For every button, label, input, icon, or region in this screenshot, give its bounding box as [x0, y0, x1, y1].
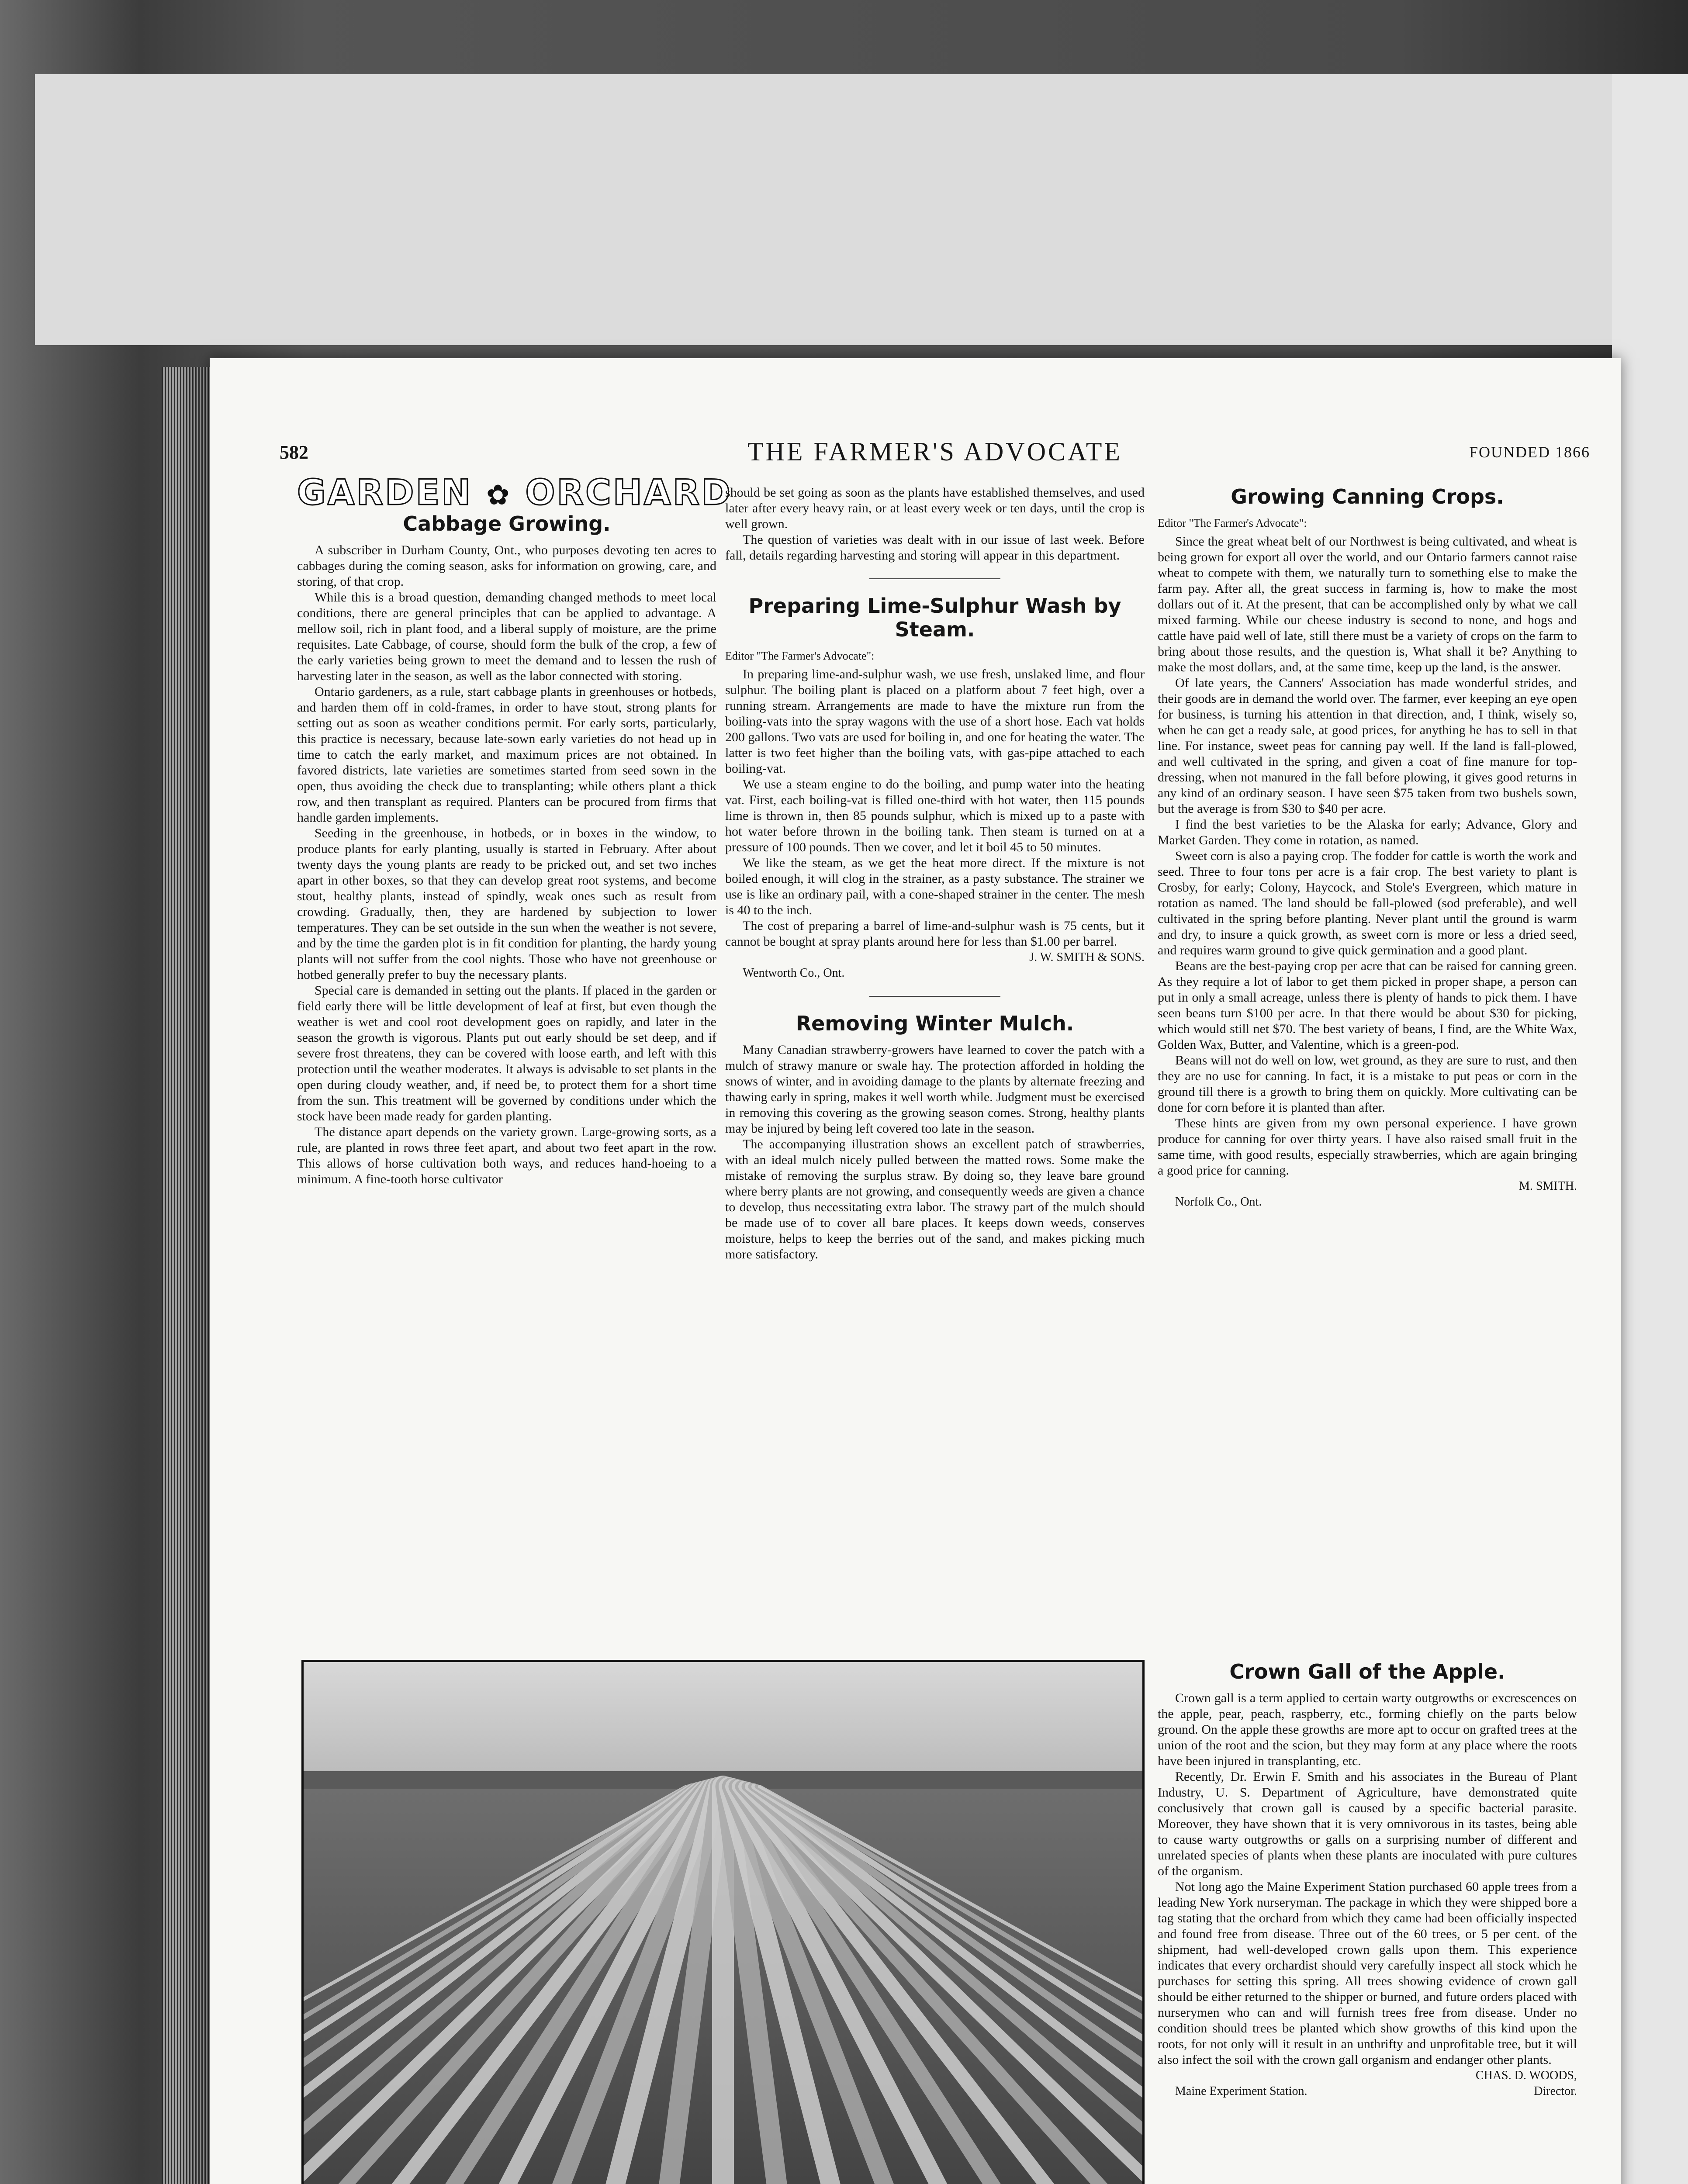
column-2 [725, 485, 1145, 1262]
article-title-cabbage: Cabbage Growing. [403, 512, 611, 536]
paragraph: The distance apart depends on the variety grown. Large-growing sorts, as a rule, are planted in rows three feet apart, and about two feet apart in the row. This allows of horse cultivation both ways, and reduces hand-hoeing to a minimum. A fine-tooth horse cultivator [297, 1125, 716, 1186]
signature-place-name: Maine Experiment Station. [1175, 2084, 1308, 2098]
article-title-mulch: Removing Winter Mulch. [796, 1012, 1074, 1035]
paragraph: Since the great wheat belt of our Northwest is being cultivated, and wheat is being grown for export all over the world, and our Ontario farmers cannot raise wheat to compete with them, we naturally turn to something else to make the farm pay. After all, the great success in farming is, how to make the most dollars out of it. At the present, that can be accomplished only by what we call mixed farming. While our cheese industry is second to none, and hogs and cattle have paid well of late, still there must be a variety of crops on the farm to bring about those results, and the question is, What shall it be? Anything to make the most dollars, and, at the same time, keep up the land, is the answer. [1158, 534, 1577, 674]
paragraph: Ontario gardeners, as a rule, start cabbage plants in greenhouses or hotbeds, and harden them off in cold-frames, in order to have stout, strong plants for setting out as soon as weather conditions permit. For early sorts, particularly, this practice is necessary, because late-sown early varieties do not head up in time to catch the early market, and maximum prices are not obtained. In favored districts, late varieties are sometimes started from seed sown in the open, thus avoiding the check due to transplanting; while others plant a thick row, and then transplant as required. Planters can be procured from firms that handle garden implements. [297, 684, 716, 825]
paragraph: should be set going as soon as the plants have established themselves, and used later after every heavy rain, or at least every week or ten days, until the crop is well grown. [725, 485, 1145, 531]
paragraph: We like the steam, as we get the heat more direct. If the mixture is not boiled enough, it will clog in the strainer, as a pasty substance. The strainer we use is like an ordinary pail, with a cone-shaped strainer in the center. The mesh is 40 to the inch. [725, 856, 1145, 917]
page-number: 582 [280, 442, 308, 463]
signature-place: Norfolk Co., Ont. [1175, 1195, 1262, 1209]
masthead: THE FARMER'S ADVOCATE [747, 437, 1123, 466]
article-title-crown-gall: Crown Gall of the Apple. [1229, 1660, 1505, 1683]
paragraph: The question of varieties was dealt with in our issue of last week. Before fall, details regarding harvesting and storing will appear in this department. [725, 532, 1145, 563]
paragraph: Sweet corn is also a paying crop. The fodder for cattle is worth the work and seed. Three to four tons per acre is a fair crop. The best variety to plant is Crosby, for early; Colony, Haycock, and Stole's Evergreen, which mature in rotation as named. The land should be fall-plowed (sod preferable), and well cultivated in the spring before planting. Never plant until the ground is warm and dry, to insure a quick growth, as sweet corn is more or less a dried seed, and requires warm ground to give quick germination and a good plant. [1158, 849, 1577, 957]
adjacent-page-edge [1612, 74, 1688, 2184]
signature-role: Director. [1534, 2084, 1577, 2098]
paragraph: A subscriber in Durham County, Ont., who purposes devoting ten acres to cabbages during the coming season, asks for information on growing, care, and storing, of that crop. [297, 543, 716, 589]
paragraph: Beans are the best-paying crop per acre that can be raised for canning green. As they require a lot of labor to get them picked in proper shape, a person can put in only a small acreage, unless there is plenty of hands to pick them. I have seen beans turn $100 per acre. In that there would be about $30 for picking, which would still net $70. The best variety of beans, I find, are the White Wax, Golden Wax, Butter, and Valentine, which is a green-pod. [1158, 959, 1577, 1052]
signature-place: Wentworth Co., Ont. [743, 966, 845, 980]
signature-place [1158, 2084, 1577, 2099]
banner-right: ORCHARD [525, 472, 732, 513]
paragraph: In preparing lime-and-sulphur wash, we use fresh, unslaked lime, and flour sulphur. The boiling plant is placed on a platform about 7 feet high, over a running stream. Arrangements are made to have the mixture run from the boiling-vats into the spray wagons with the use of a short hose. Each vat holds 200 gallons. Two vats are used for boiling in, and one for heating the water. The latter is two feet higher than the boiling vats, with gas-pipe attached to each boiling-vat. [725, 667, 1145, 776]
paragraph: The accompanying illustration shows an excellent patch of strawberries, with an ideal mulch nicely pulled between the matted rows. Some make the mistake of removing the surplus straw. By doing so, they leave bare ground where berry plants are not growing, and consequently weeds are given a chance to develop, thus necessitating extra labor. The strawy part of the mulch should be made use of to cover all bare places. It keeps down weeds, conserves moisture, helps to keep the berries out of the sand, and makes picking much more satisfactory. [725, 1137, 1145, 1261]
field-image [304, 1662, 1142, 2184]
paragraph: We use a steam engine to do the boiling, and pump water into the heating vat. First, each boiling-vat is filled one-third with hot water, then 115 pounds lime is thrown in, then 85 pounds sulphur, which is mixed up to a paste with hot water before thrown in the boiling tank. Then steam is turned on at a pressure of 100 pounds. Then we cover, and let it boil 45 to 50 minutes. [725, 777, 1145, 854]
paragraph: Of late years, the Canners' Association has made wonderful strides, and their goods are in demand the world over. The farmer, ever keeping an eye open for business, is turning his attention in that direction, and, I think, wisely so, when he can get a ready sale, at good prices, for anything he has to sell in that line. For instance, sweet peas for canning pay well. If the land is fall-plowed, and well cultivated in the spring, and given a coat of fine manure for top-dressing, when not manured in the fall before plowing, it gives good returns in any kind of an ordinary season. I have seen $75 taken from two bushels sown, but the average is from $30 to $40 per acre. [1158, 676, 1577, 816]
paragraph: I find the best varieties to be the Alaska for early; Advance, Glory and Market Garden. They come in rotation, as named. [1158, 817, 1577, 847]
signature: M. SMITH. [1519, 1179, 1577, 1193]
column-1 [297, 472, 732, 1187]
signature: J. W. SMITH & SONS. [1029, 950, 1145, 964]
paragraph: Many Canadian strawberry-growers have learned to cover the patch with a mulch of strawy manure or swale hay. The protection afforded in holding the snows of winter, and in avoiding damage to the plants by alternate freezing and thawing early in spring, makes it well worth while. Judgment must be exercised in removing this covering as the growing season comes. Strong, healthy plants may be injured by being left covered too late in the season. [725, 1043, 1145, 1136]
divider [869, 996, 1000, 997]
article-title-lime-sulphur: Preparing Lime-Sulphur Wash by Steam. [748, 594, 1121, 641]
paragraph: Recently, Dr. Erwin F. Smith and his associates in the Bureau of Plant Industry, U. S. Department of Agriculture, have demonstrated quite conclusively that crown gall is caused by a specific bacterial parasite. Moreover, they have shown that it is very omnivorous in its tastes, being able to cause warty outgrowths or galls on a surprising number of different and unrelated species of plants when these plants are inoculated with pure cultures of the organism. [1158, 1769, 1577, 1878]
floral-ornament-icon: ✿ [486, 479, 512, 511]
paragraph: Special care is demanded in setting out the plants. If placed in the garden or field early there will be little development of leaf at first, but even though the weather is wet and cool root development goes on rapidly, and later in the season the growth is vigorous. Plants put out early should be set deep, and if severe frost threatens, they can be covered with loose earth, and left with this protection until the weather moderates. It always is advisable to set plants in the open during cloudy weather, and, if need be, to protect them for a short time from the sun. This treatment will be governed by conditions under which the stock have been made ready for garden planting. [297, 983, 716, 1123]
editor-salutation: Editor "The Farmer's Advocate": [725, 650, 875, 662]
signature: CHAS. D. WOODS, [1475, 2069, 1577, 2082]
paragraph: Not long ago the Maine Experiment Station purchased 60 apple trees from a leading New York nurseryman. The package in which they were shipped bore a tag stating that the orchard from which they came had been officially inspected and found free from disease. Three out of the 60 trees, or 5 per cent. of the shipment, had well-developed crown galls upon them. This experience indicates that every orchardist should very carefully inspect all stock which he purchases for setting this spring. All trees showing evidence of crown gall should be either returned to the shipper or burned, and future orders placed with nurserymen who can and will furnish trees free from disease. Under no condition should trees be planted which show growths of this kind upon the roots, for not only will it result in an unthrifty and unprofitable tree, but it will also infect the soil with the crown gall organism and endanger other plants. [1158, 1880, 1577, 2067]
scanner-glare-top [35, 74, 1651, 345]
divider [869, 578, 1000, 579]
column-3 [1158, 485, 1577, 1212]
paragraph: While this is a broad question, demanding changed methods to meet local conditions, there are general principles that can be applied to advantage. A mellow soil, rich in plant food, and a liberal supply of moisture, are the prime requisites. Late Cabbage, of course, should form the bulk of the crop, a few of the early varieties being grown to meet the demand and to lessen the rush of harvesting later in the season, as well as the labor connected with storing. [297, 590, 716, 683]
section-banner [297, 472, 732, 513]
article-title-canning: Growing Canning Crops. [1231, 485, 1504, 508]
banner-left: GARDEN [297, 472, 473, 513]
editor-salutation: Editor "The Farmer's Advocate": [1158, 517, 1307, 529]
column-3-lower [1158, 1655, 1577, 2101]
paragraph: Crown gall is a term applied to certain warty outgrowths or excrescences on the apple, pear, peach, raspberry, etc., forming chiefly on the parts below ground. On the apple these growths are more apt to occur on grafted trees at the union of the root and the scion, but they may form at any place where the roots have been injured in transplanting, etc. [1158, 1691, 1577, 1768]
paragraph: The cost of preparing a barrel of lime-and-sulphur wash is 75 cents, but it cannot be bought at spray plants around here for less than $1.00 per barrel. [725, 919, 1145, 949]
newspaper-page [210, 358, 1621, 2184]
paragraph: Beans will not do well on low, wet ground, as they are sure to rust, and then they are no use for canning. In fact, it is a mistake to put peas or corn in the ground till there is a growth to bring them on quickly. More cultivating can be done for corn before it is planted than after. [1158, 1053, 1577, 1115]
founded-line: FOUNDED 1866 [1469, 443, 1590, 461]
paragraph: Seeding in the greenhouse, in hotbeds, or in boxes in the window, to produce plants for early planting, usually is started in February. After about twenty days the young plants are ready to be pricked out, and set two inches apart in other boxes, so that they can develop great root systems, and become stout, healthy plants, instead of spindly, weak ones such as result from crowding. Gradually, then, they are hardened by subjection to lower temperatures. They can be set outside in the sun when the weather is not severe, and by the time the garden plot is in fit condition for planting, the hardy young plants will not suffer from the cool nights. Those who have not greenhouse or hotbed generally prefer to buy the necessary plants. [297, 826, 716, 982]
paragraph: These hints are given from my own personal experience. I have grown produce for canning for over thirty years. I have also raised small fruit in the same time, with good results, especially strawberries, which are again bringing a good price for canning. [1158, 1116, 1577, 1178]
strawberry-field-photo [301, 1660, 1145, 2184]
page-header [280, 437, 1590, 472]
